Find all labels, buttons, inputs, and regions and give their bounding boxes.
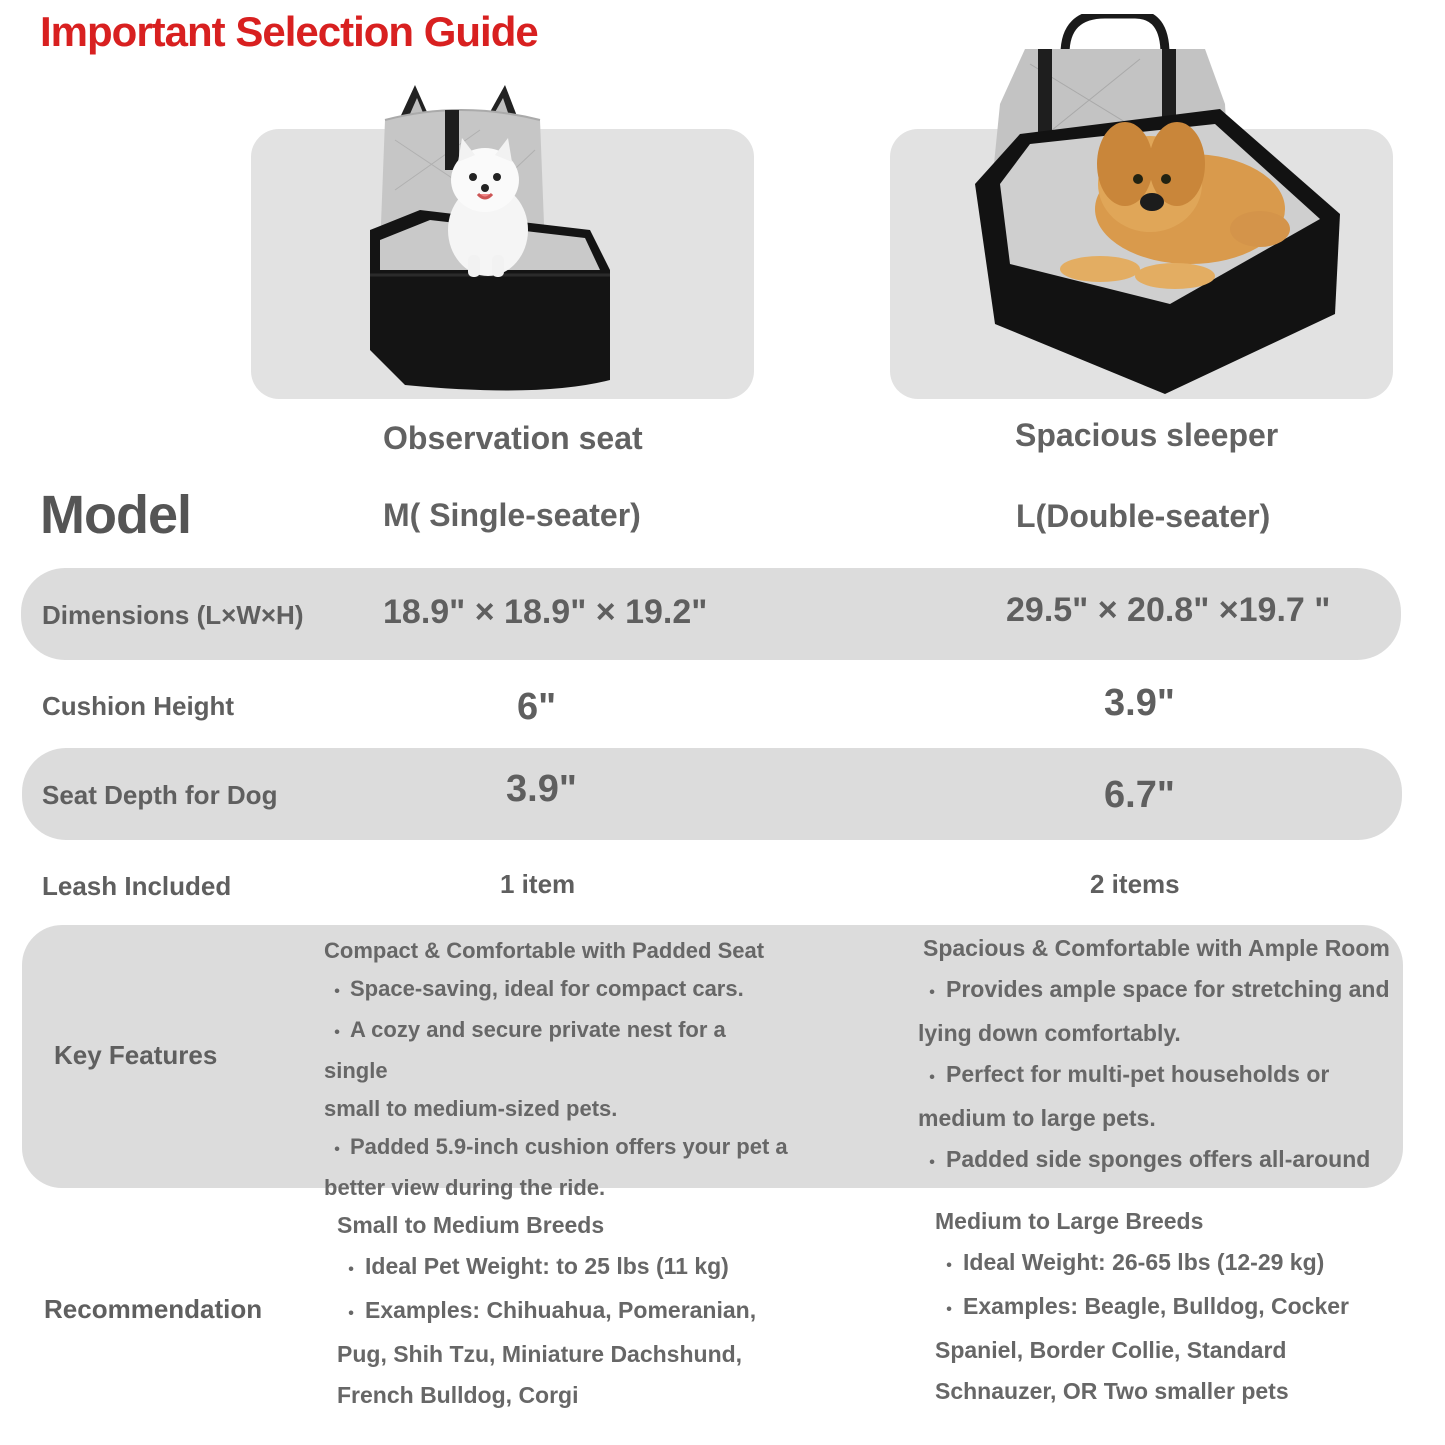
features-l-bullet-3: • Padded side sponges offers all-around bbox=[918, 1139, 1398, 1183]
features-l bbox=[918, 928, 1398, 1183]
features-m-bullet-2-cont: small to medium-sized pets. bbox=[324, 1096, 618, 1121]
recommendation-l-bullet-1: • Ideal Weight: 26-65 lbs (12-29 kg) bbox=[935, 1242, 1395, 1286]
recommendation-l bbox=[935, 1201, 1395, 1412]
features-m-bullet-1: • Space-saving, ideal for compact cars. bbox=[324, 970, 794, 1011]
features-l-bullet-1-cont: lying down comfortably. bbox=[918, 1020, 1181, 1046]
cushion-height-m: 6" bbox=[517, 686, 557, 728]
recommendation-l-bullet-2-cont2: Schnauzer, OR Two smaller pets bbox=[935, 1378, 1289, 1404]
dimensions-m: 18.9" × 18.9" × 19.2" bbox=[383, 593, 708, 631]
row-label-key-features: Key Features bbox=[54, 1040, 218, 1070]
product-image-m bbox=[360, 80, 630, 400]
recommendation-m-bullet-2-cont2: French Bulldog, Corgi bbox=[337, 1382, 579, 1408]
recommendation-l-bullet-2: • Examples: Beagle, Bulldog, Cocker bbox=[935, 1286, 1395, 1330]
seat-depth-m: 3.9" bbox=[506, 768, 577, 810]
leash-m: 1 item bbox=[500, 869, 576, 899]
row-label-cushion-height: Cushion Height bbox=[42, 691, 235, 721]
row-label-recommendation: Recommendation bbox=[44, 1294, 263, 1324]
page-title: Important Selection Guide bbox=[40, 8, 538, 55]
recommendation-m-bullet-1: • Ideal Pet Weight: to 25 lbs (11 kg) bbox=[337, 1246, 797, 1290]
features-m-bullet-3: • Padded 5.9-inch cushion offers your pet a bbox=[324, 1128, 794, 1169]
features-l-heading: Spacious & Comfortable with Ample Room bbox=[923, 935, 1390, 961]
recommendation-m-bullet-2: • Examples: Chihuahua, Pomeranian, bbox=[337, 1290, 797, 1334]
row-label-seat-depth: Seat Depth for Dog bbox=[42, 780, 278, 810]
features-m bbox=[324, 932, 794, 1207]
product-name-m: Observation seat bbox=[383, 420, 643, 456]
row-label-dimensions: Dimensions (L×W×H) bbox=[42, 600, 304, 630]
recommendation-m-bullet-2-cont: Pug, Shih Tzu, Miniature Dachshund, bbox=[337, 1341, 743, 1367]
seat-depth-l: 6.7" bbox=[1104, 774, 1175, 816]
features-l-bullet-2-cont: medium to large pets. bbox=[918, 1105, 1156, 1131]
recommendation-m bbox=[337, 1205, 797, 1416]
product-image-l bbox=[970, 14, 1350, 400]
model-l: L(Double-seater) bbox=[1016, 498, 1271, 534]
recommendation-l-heading: Medium to Large Breeds bbox=[935, 1208, 1204, 1234]
features-m-bullet-3-cont: better view during the ride. bbox=[324, 1175, 606, 1200]
features-l-bullet-2: • Perfect for multi-pet households or bbox=[918, 1054, 1398, 1098]
model-label: Model bbox=[40, 485, 191, 545]
cushion-height-l: 3.9" bbox=[1104, 682, 1175, 724]
product-name-l: Spacious sleeper bbox=[1015, 417, 1279, 453]
features-m-bullet-2: • A cozy and secure private nest for a single bbox=[324, 1011, 794, 1090]
features-m-heading: Compact & Comfortable with Padded Seat bbox=[324, 938, 765, 963]
leash-l: 2 items bbox=[1090, 869, 1180, 899]
recommendation-l-bullet-2-cont: Spaniel, Border Collie, Standard bbox=[935, 1337, 1287, 1363]
recommendation-m-heading: Small to Medium Breeds bbox=[337, 1212, 605, 1238]
dimensions-l: 29.5" × 20.8" ×19.7 " bbox=[1006, 591, 1331, 629]
model-m: M( Single-seater) bbox=[383, 497, 641, 533]
row-label-leash: Leash Included bbox=[42, 871, 232, 901]
features-l-bullet-1: • Provides ample space for stretching and bbox=[918, 969, 1398, 1013]
